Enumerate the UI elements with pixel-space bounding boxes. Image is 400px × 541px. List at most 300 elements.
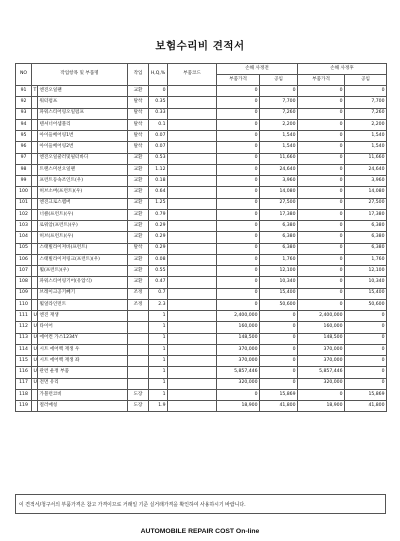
header-work: 작업: [128, 64, 149, 86]
row-item-name: 엔진 재생: [38, 311, 128, 322]
row-part-code: [168, 344, 217, 355]
row-part-code: [168, 142, 217, 153]
estimate-table: [15, 63, 387, 412]
row-labor-before: 1,540: [260, 131, 298, 142]
row-parts-price-after: 0: [298, 108, 345, 119]
row-item-name: 휠얼라인먼트: [38, 299, 128, 310]
row-item-name: 브레이크공기빼기: [38, 288, 128, 299]
header-no: NO: [16, 64, 32, 86]
row-labor-after: 14,080: [345, 187, 387, 198]
row-no: 107: [16, 266, 32, 277]
row-work-type: [128, 311, 149, 322]
row-parts-price-before: 0: [217, 221, 260, 232]
row-work-type: 교환: [128, 153, 149, 164]
row-parts-price-after: 2,400,000: [298, 311, 345, 322]
row-parts-price-after: 160,000: [298, 322, 345, 333]
row-parts-price-before: 0: [217, 108, 260, 119]
row-flag: T: [32, 86, 38, 97]
row-parts-price-after: 0: [298, 131, 345, 142]
row-parts-price-before: 0: [217, 119, 260, 130]
row-hq: 1.12: [149, 164, 168, 175]
row-item-name: 시트 에어백 재생 우: [38, 344, 128, 355]
row-parts-price-before: 0: [217, 209, 260, 220]
row-no: 116: [16, 367, 32, 378]
row-labor-before: 24,640: [260, 164, 298, 175]
row-part-code: [168, 86, 217, 97]
row-parts-price-before: 0: [217, 277, 260, 288]
row-part-code: [168, 378, 217, 389]
row-hq: 0.29: [149, 243, 168, 254]
row-part-code: [168, 356, 217, 367]
row-flag: U: [32, 311, 38, 322]
row-part-code: [168, 266, 217, 277]
row-labor-after: 1,540: [345, 131, 387, 142]
row-parts-price-before: 0: [217, 153, 260, 164]
row-parts-price-before: 0: [217, 299, 260, 310]
row-item-name: 전면 유리: [38, 378, 128, 389]
row-labor-before: 7,700: [260, 97, 298, 108]
row-no: 99: [16, 176, 32, 187]
row-parts-price-before: 370,000: [217, 356, 260, 367]
table-row: [16, 322, 387, 333]
row-parts-price-before: 0: [217, 254, 260, 265]
row-parts-price-before: 0: [217, 243, 260, 254]
table-row: [16, 243, 387, 254]
row-part-code: [168, 153, 217, 164]
row-parts-price-before: 0: [217, 389, 260, 400]
row-parts-price-after: 0: [298, 187, 345, 198]
row-flag: U: [32, 356, 38, 367]
row-parts-price-before: 160,000: [217, 322, 260, 333]
row-labor-after: 2,200: [345, 119, 387, 130]
row-labor-after: 0: [345, 344, 387, 355]
row-no: 119: [16, 401, 32, 412]
row-item-name: 엔진오일팬: [38, 86, 128, 97]
row-labor-before: 0: [260, 356, 298, 367]
row-work-type: 교환: [128, 209, 149, 220]
row-no: 111: [16, 311, 32, 322]
row-labor-before: 6,380: [260, 221, 298, 232]
brand-footer: AUTOMOBILE REPAIR COST On-line: [140, 528, 260, 535]
row-part-code: [168, 277, 217, 288]
row-no: 97: [16, 153, 32, 164]
row-item-name: 스태빌라이저링크(프런트)(우): [38, 254, 128, 265]
row-hq: 0.29: [149, 232, 168, 243]
row-part-code: [168, 401, 217, 412]
table-row: [16, 108, 387, 119]
header-after-assessment: 손해 사정후: [298, 64, 387, 75]
row-no: 101: [16, 198, 32, 209]
row-labor-after: 7,700: [345, 97, 387, 108]
row-parts-price-before: 148,500: [217, 333, 260, 344]
row-item-name: 허브(프런트)(우): [38, 232, 128, 243]
row-part-code: [168, 187, 217, 198]
row-work-type: 탈착: [128, 108, 149, 119]
row-parts-price-after: 0: [298, 299, 345, 310]
row-no: 102: [16, 209, 32, 220]
row-work-type: 교환: [128, 198, 149, 209]
row-work-type: [128, 322, 149, 333]
row-parts-price-before: 0: [217, 266, 260, 277]
estimate-rows: [16, 86, 387, 412]
row-no: 117: [16, 378, 32, 389]
row-parts-price-after: 0: [298, 86, 345, 97]
row-labor-after: 15,869: [345, 389, 387, 400]
row-item-name: 트랜스미션오일팬: [38, 164, 128, 175]
row-labor-before: 0: [260, 333, 298, 344]
row-labor-after: 0: [345, 86, 387, 97]
row-hq: 1: [149, 378, 168, 389]
row-work-type: 교환: [128, 164, 149, 175]
row-item-name: 허브소버(프런트)(우): [38, 187, 128, 198]
row-part-code: [168, 176, 217, 187]
row-parts-price-before: 0: [217, 142, 260, 153]
row-hq: 0.07: [149, 131, 168, 142]
row-work-type: 탈착: [128, 131, 149, 142]
row-parts-price-after: 0: [298, 266, 345, 277]
table-row: [16, 378, 387, 389]
table-row: [16, 277, 387, 288]
header-before-assessment: 손해 사정전: [217, 64, 298, 75]
row-part-code: [168, 322, 217, 333]
row-parts-price-before: 0: [217, 232, 260, 243]
row-parts-price-after: 0: [298, 288, 345, 299]
row-hq: 1: [149, 367, 168, 378]
row-parts-price-before: 0: [217, 131, 260, 142]
table-row: [16, 187, 387, 198]
row-flag: U: [32, 333, 38, 344]
row-part-code: [168, 311, 217, 322]
row-item-name: 너클(프런트)(우): [38, 209, 128, 220]
row-labor-after: 12,100: [345, 266, 387, 277]
row-hq: 0.47: [149, 277, 168, 288]
row-no: 100: [16, 187, 32, 198]
row-hq: 0.08: [149, 254, 168, 265]
row-part-code: [168, 198, 217, 209]
row-parts-price-after: 0: [298, 119, 345, 130]
row-labor-after: 0: [345, 378, 387, 389]
row-hq: 1: [149, 322, 168, 333]
row-parts-price-after: 0: [298, 198, 345, 209]
table-row: [16, 86, 387, 97]
row-hq: 1.9: [149, 401, 168, 412]
table-row: [16, 311, 387, 322]
table-row: [16, 401, 387, 412]
row-parts-price-after: 320,000: [298, 378, 345, 389]
header-labor-after: 공임: [345, 75, 387, 86]
row-hq: 1: [149, 333, 168, 344]
row-hq: 0.35: [149, 97, 168, 108]
row-labor-before: 17,380: [260, 209, 298, 220]
row-work-type: 교환: [128, 266, 149, 277]
row-parts-price-before: 18,900: [217, 401, 260, 412]
row-part-code: [168, 221, 217, 232]
row-part-code: [168, 333, 217, 344]
row-work-type: 교환: [128, 176, 149, 187]
row-item-name: 가블런코비: [38, 389, 128, 400]
row-work-type: 탈착: [128, 97, 149, 108]
row-labor-after: 6,380: [345, 232, 387, 243]
row-parts-price-before: 2,400,000: [217, 311, 260, 322]
table-row: [16, 288, 387, 299]
row-hq: 0.7: [149, 288, 168, 299]
row-parts-price-after: 0: [298, 153, 345, 164]
row-parts-price-after: 0: [298, 221, 345, 232]
row-parts-price-before: 0: [217, 198, 260, 209]
row-item-name: 스태빌라이저바(프런트): [38, 243, 128, 254]
header-item: 작업항목 및 부품명: [32, 64, 128, 86]
row-work-type: 교환: [128, 86, 149, 97]
row-no: 92: [16, 97, 32, 108]
row-labor-before: 2,200: [260, 119, 298, 130]
row-labor-before: 50,600: [260, 299, 298, 310]
row-item-name: 파워스티어링오일펌프: [38, 108, 128, 119]
row-parts-price-after: 0: [298, 97, 345, 108]
row-work-type: [128, 333, 149, 344]
row-no: 118: [16, 389, 32, 400]
row-part-code: [168, 243, 217, 254]
header-part-code: 부품코드: [168, 64, 217, 86]
row-parts-price-before: 0: [217, 288, 260, 299]
row-parts-price-after: 0: [298, 142, 345, 153]
row-work-type: [128, 344, 149, 355]
row-work-type: 도장: [128, 389, 149, 400]
row-labor-after: 24,640: [345, 164, 387, 175]
row-labor-after: 0: [345, 367, 387, 378]
row-part-code: [168, 367, 217, 378]
row-work-type: 탈착: [128, 243, 149, 254]
row-work-type: 교환: [128, 232, 149, 243]
row-labor-before: 14,080: [260, 187, 298, 198]
row-hq: 0.29: [149, 221, 168, 232]
row-labor-before: 0: [260, 378, 298, 389]
row-labor-after: 6,380: [345, 221, 387, 232]
row-labor-after: 1,760: [345, 254, 387, 265]
row-part-code: [168, 164, 217, 175]
row-work-type: 탈착: [128, 119, 149, 130]
row-no: 91: [16, 86, 32, 97]
row-hq: 0.53: [149, 153, 168, 164]
row-item-name: 시트 에어백 재생 좌: [38, 356, 128, 367]
row-labor-after: 6,380: [345, 243, 387, 254]
row-labor-before: 10,340: [260, 277, 298, 288]
row-parts-price-before: 0: [217, 176, 260, 187]
row-no: 94: [16, 119, 32, 130]
row-parts-price-after: 0: [298, 277, 345, 288]
row-parts-price-after: 0: [298, 209, 345, 220]
row-part-code: [168, 288, 217, 299]
row-labor-before: 27,500: [260, 198, 298, 209]
price-disclaimer: 이 견적서/청구서의 부품가격은 참고 가격이므로 거래일 기준 실거래가격을 확인하여 사용하시기 바랍니다.: [15, 494, 386, 514]
row-hq: 1: [149, 311, 168, 322]
table-row: [16, 164, 387, 175]
row-work-type: 도장: [128, 401, 149, 412]
table-row: [16, 198, 387, 209]
row-work-type: 교환: [128, 221, 149, 232]
row-no: 106: [16, 254, 32, 265]
row-work-type: 교환: [128, 187, 149, 198]
row-labor-before: 3,960: [260, 176, 298, 187]
row-item-name: 엔진오일쿨러및필터바디: [38, 153, 128, 164]
row-hq: 1: [149, 356, 168, 367]
row-labor-before: 41,800: [260, 401, 298, 412]
row-parts-price-after: 370,000: [298, 356, 345, 367]
row-parts-price-after: 0: [298, 243, 345, 254]
row-labor-after: 27,500: [345, 198, 387, 209]
table-row: [16, 389, 387, 400]
row-parts-price-after: 0: [298, 232, 345, 243]
row-flag: U: [32, 378, 38, 389]
row-labor-before: 7,260: [260, 108, 298, 119]
table-row: [16, 221, 387, 232]
row-item-name: 아이들베어링2번: [38, 142, 128, 153]
row-part-code: [168, 119, 217, 130]
row-flag: U: [32, 367, 38, 378]
row-labor-before: 15,400: [260, 288, 298, 299]
row-work-type: [128, 367, 149, 378]
row-no: 113: [16, 333, 32, 344]
table-row: [16, 266, 387, 277]
table-row: [16, 232, 387, 243]
table-row: [16, 299, 387, 310]
table-row: [16, 131, 387, 142]
row-no: 93: [16, 108, 32, 119]
row-item-name: 프런트등속조인트(우): [38, 176, 128, 187]
row-labor-before: 0: [260, 311, 298, 322]
row-labor-before: 6,380: [260, 243, 298, 254]
row-labor-before: 0: [260, 344, 298, 355]
row-hq: 2.3: [149, 299, 168, 310]
header-parts-price-after: 부품가격: [298, 75, 345, 86]
row-labor-before: 1,540: [260, 142, 298, 153]
table-row: [16, 356, 387, 367]
row-labor-after: 0: [345, 322, 387, 333]
row-labor-before: 0: [260, 322, 298, 333]
row-hq: 0.79: [149, 209, 168, 220]
table-row: [16, 344, 387, 355]
row-no: 103: [16, 221, 32, 232]
row-hq: 0.1: [149, 119, 168, 130]
row-no: 114: [16, 344, 32, 355]
row-parts-price-after: 0: [298, 389, 345, 400]
row-work-type: 탈착: [128, 142, 149, 153]
row-labor-after: 17,380: [345, 209, 387, 220]
row-no: 108: [16, 277, 32, 288]
row-hq: 1.25: [149, 198, 168, 209]
header-hq: H,Q,%: [149, 64, 168, 86]
row-part-code: [168, 97, 217, 108]
row-labor-before: 12,100: [260, 266, 298, 277]
row-work-type: 조정: [128, 299, 149, 310]
row-no: 98: [16, 164, 32, 175]
row-item-name: 텐셔너어셈블리: [38, 119, 128, 130]
row-part-code: [168, 389, 217, 400]
row-labor-before: 15,869: [260, 389, 298, 400]
row-item-name: 관련 운정 부품: [38, 367, 128, 378]
row-hq: 0.64: [149, 187, 168, 198]
row-item-name: 휠(프런트)(우): [38, 266, 128, 277]
table-row: [16, 119, 387, 130]
table-row: [16, 97, 387, 108]
row-parts-price-after: 18,900: [298, 401, 345, 412]
row-item-name: 로워암(프런트)(우): [38, 221, 128, 232]
row-no: 105: [16, 243, 32, 254]
row-parts-price-before: 0: [217, 187, 260, 198]
row-parts-price-before: 0: [217, 164, 260, 175]
row-item-name: 에어컨 가스1234Y: [38, 333, 128, 344]
table-row: [16, 333, 387, 344]
row-parts-price-after: 370,000: [298, 344, 345, 355]
row-hq: 1: [149, 389, 168, 400]
table-row: [16, 176, 387, 187]
row-flag: U: [32, 344, 38, 355]
row-hq: 0.33: [149, 108, 168, 119]
row-part-code: [168, 299, 217, 310]
row-no: 109: [16, 288, 32, 299]
row-no: 112: [16, 322, 32, 333]
row-parts-price-after: 0: [298, 176, 345, 187]
row-no: 104: [16, 232, 32, 243]
row-parts-price-before: 320,000: [217, 378, 260, 389]
row-hq: 0: [149, 86, 168, 97]
row-item-name: 워터펌프: [38, 97, 128, 108]
row-work-type: [128, 378, 149, 389]
row-labor-after: 50,600: [345, 299, 387, 310]
row-no: 110: [16, 299, 32, 310]
row-no: 96: [16, 142, 32, 153]
row-labor-after: 7,260: [345, 108, 387, 119]
row-hq: 1: [149, 344, 168, 355]
row-hq: 0.07: [149, 142, 168, 153]
row-part-code: [168, 232, 217, 243]
row-item-name: 아이들베어링1번: [38, 131, 128, 142]
row-labor-after: 0: [345, 311, 387, 322]
row-labor-after: 3,960: [345, 176, 387, 187]
row-labor-after: 0: [345, 333, 387, 344]
row-labor-before: 11,660: [260, 153, 298, 164]
table-row: [16, 254, 387, 265]
table-row: [16, 367, 387, 378]
row-part-code: [168, 108, 217, 119]
row-labor-after: 41,800: [345, 401, 387, 412]
row-parts-price-after: 0: [298, 164, 345, 175]
row-part-code: [168, 209, 217, 220]
table-row: [16, 209, 387, 220]
row-labor-after: 15,400: [345, 288, 387, 299]
header-labor-before: 공임: [260, 75, 298, 86]
row-item-name: 파워스티어링기어(유압식): [38, 277, 128, 288]
row-labor-after: 10,340: [345, 277, 387, 288]
row-labor-after: 11,660: [345, 153, 387, 164]
row-parts-price-after: 5,857,446: [298, 367, 345, 378]
row-work-type: [128, 356, 149, 367]
row-labor-before: 1,760: [260, 254, 298, 265]
row-parts-price-after: 148,500: [298, 333, 345, 344]
row-labor-before: 0: [260, 367, 298, 378]
row-work-type: 교환: [128, 277, 149, 288]
row-parts-price-before: 5,857,446: [217, 367, 260, 378]
row-part-code: [168, 254, 217, 265]
table-row: [16, 153, 387, 164]
header-parts-price-before: 부품가격: [217, 75, 260, 86]
row-no: 95: [16, 131, 32, 142]
row-parts-price-before: 0: [217, 97, 260, 108]
row-parts-price-after: 0: [298, 254, 345, 265]
row-work-type: 조정: [128, 288, 149, 299]
page-title: 보험수리비 견적서: [155, 40, 245, 52]
row-work-type: 교환: [128, 254, 149, 265]
row-labor-before: 6,380: [260, 232, 298, 243]
